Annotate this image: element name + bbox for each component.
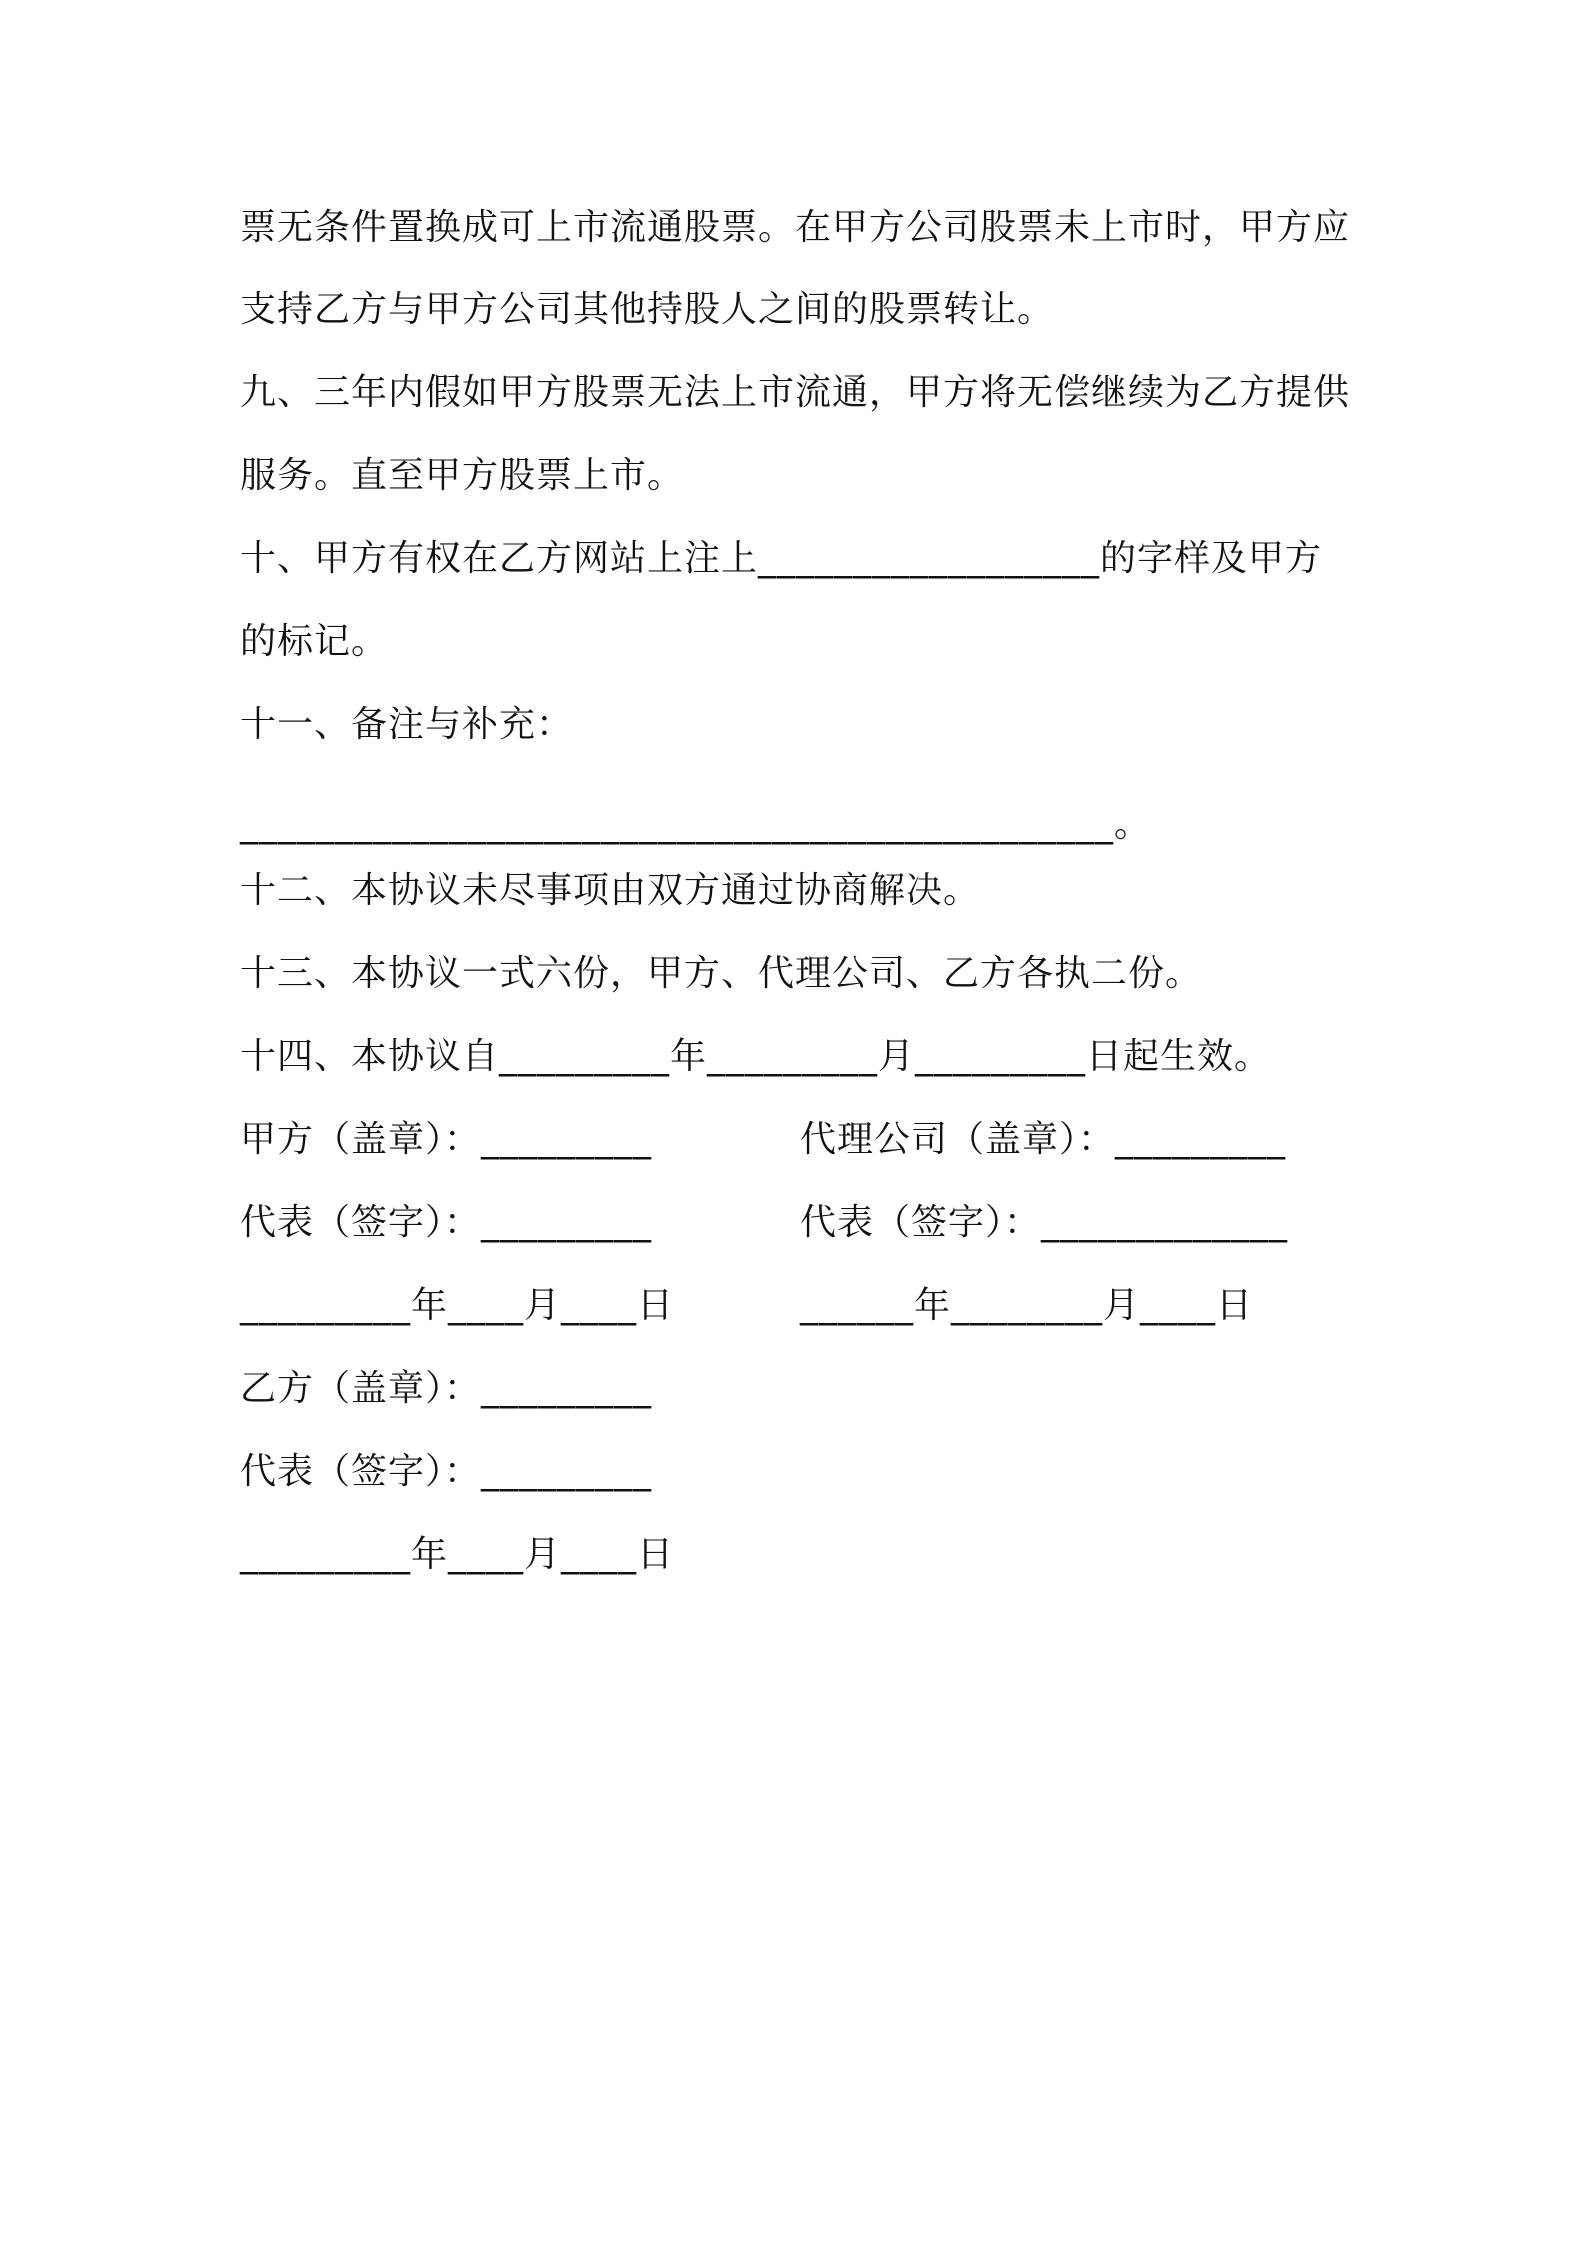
clause-10-line-2: 的标记。 [240, 621, 389, 662]
party-b-representative: 代表（签字）：_________ [240, 1451, 653, 1492]
clause-12: 十二、本协议未尽事项由双方通过协商解决。 [240, 870, 981, 911]
party-b-date: _________年____月____日 [240, 1534, 674, 1575]
clause-13: 十三、本协议一式六份，甲方、代理公司、乙方各执二份。 [240, 953, 1203, 994]
party-a-representative: 代表（签字）：_________ [240, 1202, 653, 1243]
clause-14: 十四、本协议自_________年_________月_________日起生效。 [240, 1036, 1272, 1077]
clause-10-line-1: 十、甲方有权在乙方网站上注上__________________的字样及甲方 [240, 538, 1323, 579]
agent-company-date: ______年________月____日 [800, 1285, 1253, 1326]
party-a-seal: 甲方（盖章）：_________ [240, 1119, 653, 1160]
body-line-1: 票无条件置换成可上市流通股票。在甲方公司股票未上市时，甲方应 [240, 207, 1351, 248]
party-b-seal: 乙方（盖章）：_________ [240, 1368, 653, 1409]
party-a-date: _________年____月____日 [240, 1285, 674, 1326]
clause-9-line-1: 九、三年内假如甲方股票无法上市流通，甲方将无偿继续为乙方提供 [240, 372, 1351, 413]
body-line-2: 支持乙方与甲方公司其他持股人之间的股票转让。 [240, 289, 1055, 330]
clause-11-blank-line: ______________________________________________。 [240, 804, 1151, 845]
agent-company-seal: 代理公司（盖章）：_________ [800, 1119, 1287, 1160]
clause-11-heading: 十一、备注与补充： [240, 704, 574, 745]
clause-9-line-2: 服务。直至甲方股票上市。 [240, 455, 685, 496]
agent-company-representative: 代表（签字）：_____________ [800, 1202, 1289, 1243]
